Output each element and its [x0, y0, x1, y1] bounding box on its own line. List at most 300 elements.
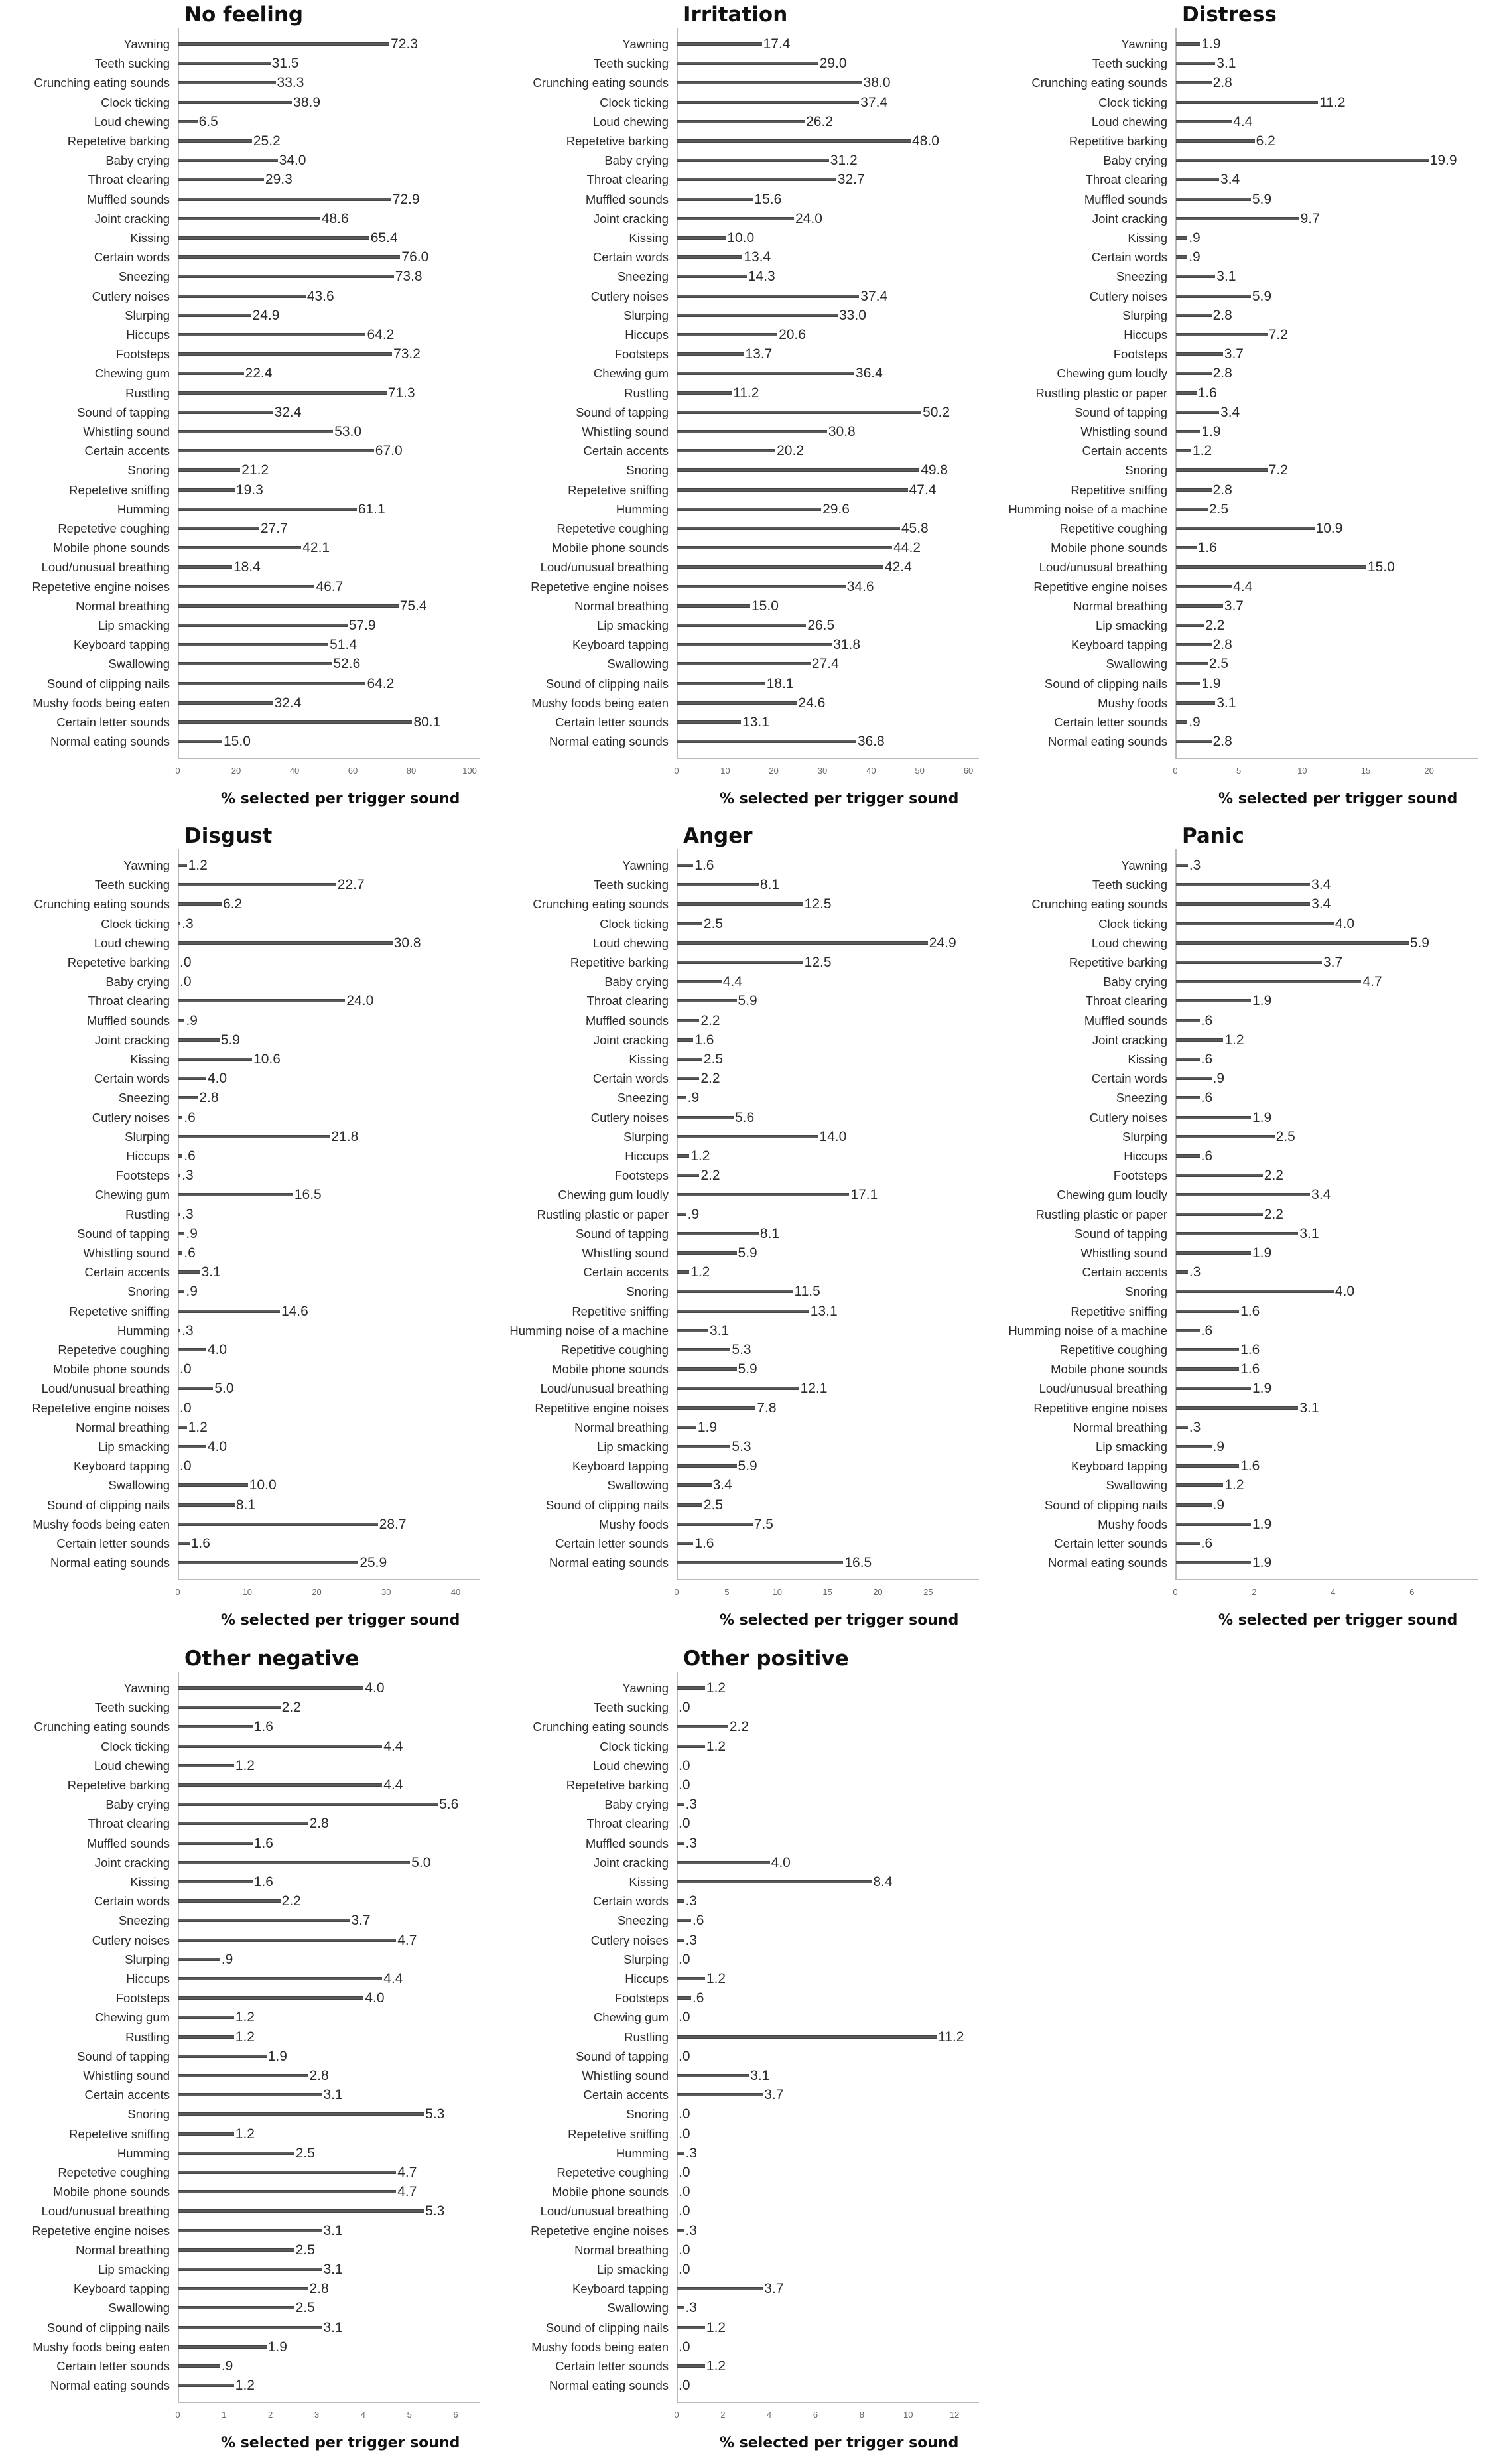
category-label: Certain words: [592, 250, 669, 265]
category-label: Teeth sucking: [94, 878, 170, 892]
bar-row: [499, 228, 998, 247]
bar-row: [998, 54, 1496, 73]
value-label: .0: [679, 2242, 690, 2258]
category-label: Mushy foods: [599, 1517, 669, 1531]
category-label: Swallowing: [1106, 657, 1167, 671]
bar: [1176, 1445, 1212, 1448]
bar: [677, 2326, 705, 2329]
value-label: 32.4: [274, 404, 302, 420]
bar-row: [0, 674, 499, 693]
value-label: 2.2: [1264, 1168, 1283, 1184]
bar-row: [998, 1088, 1496, 1107]
bar-row: [998, 557, 1496, 577]
category-label: Loud chewing: [1091, 114, 1167, 129]
bar-row: [499, 1243, 998, 1263]
bar-row: [0, 654, 499, 673]
category-label: Mobile phone sounds: [552, 1362, 669, 1377]
bar: [178, 1038, 220, 1042]
category-label: Crunching eating sounds: [533, 897, 669, 912]
bar-row: [499, 2376, 998, 2395]
bar-row: [998, 287, 1496, 306]
value-label: 2.5: [295, 2145, 315, 2161]
value-label: .6: [692, 1990, 704, 2006]
value-label: .0: [180, 1458, 192, 1474]
value-label: .9: [186, 1284, 198, 1300]
bar-row: [0, 480, 499, 500]
bar-row: [998, 1224, 1496, 1243]
bar: [178, 1193, 293, 1196]
chart-panel-no-feeling: [0, 0, 499, 820]
value-label: 28.7: [379, 1516, 407, 1532]
category-label: Humming: [117, 2146, 170, 2160]
bar-row: [998, 1030, 1496, 1050]
bar: [178, 2345, 267, 2349]
value-label: 3.7: [1323, 955, 1343, 970]
x-tick-label: 20: [231, 766, 241, 776]
bar: [1176, 624, 1204, 627]
bar: [178, 430, 333, 433]
bar-row: [0, 1814, 499, 1833]
bar-row: [499, 151, 998, 170]
bar-row: [499, 972, 998, 991]
category-label: Certain words: [592, 1071, 669, 1086]
value-label: 64.2: [367, 327, 395, 342]
category-label: Repetetive engine noises: [32, 1401, 170, 1415]
value-label: 1.2: [706, 1971, 726, 1986]
value-label: 15.0: [1367, 559, 1395, 575]
value-label: 2.8: [1212, 307, 1232, 323]
bar: [677, 2152, 684, 2155]
bar-row: [0, 2201, 499, 2221]
value-label: 11.2: [733, 385, 759, 401]
bar-row: [998, 693, 1496, 713]
value-label: 5.9: [1409, 935, 1429, 951]
bar-row: [0, 2066, 499, 2085]
category-label: Cutlery noises: [92, 289, 170, 303]
value-label: 4.4: [1233, 113, 1253, 129]
value-label: 3.4: [1220, 404, 1240, 420]
value-label: 3.7: [1224, 598, 1244, 614]
value-label: 13.1: [810, 1303, 838, 1319]
value-label: 22.7: [337, 877, 365, 893]
category-label: Cutlery noises: [590, 1110, 669, 1125]
value-label: 65.4: [370, 230, 398, 245]
bar: [1176, 120, 1232, 123]
bar: [178, 1310, 280, 1313]
bar-row: [0, 1359, 499, 1379]
bar: [178, 1523, 378, 1526]
category-label: Footsteps: [115, 1991, 170, 2006]
category-label: Baby crying: [604, 153, 669, 168]
bar: [178, 1019, 184, 1022]
category-label: Swallowing: [607, 1478, 669, 1493]
chart-title: Distress: [1182, 3, 1277, 27]
category-label: Sneezing: [118, 1913, 170, 1928]
bar: [677, 2287, 763, 2290]
bar-row: [0, 441, 499, 460]
chart-panel-anger: [499, 821, 998, 1641]
value-label: 3.1: [201, 1265, 221, 1280]
value-label: 2.8: [1212, 75, 1232, 91]
bar-row: [998, 209, 1496, 228]
value-label: 12.5: [804, 955, 832, 970]
bar-row: [499, 2144, 998, 2163]
x-tick-label: 1: [222, 2410, 227, 2420]
category-label: Normal breathing: [574, 2242, 669, 2257]
category-label: Kissing: [1128, 231, 1167, 245]
bar: [1176, 198, 1251, 201]
value-label: .0: [679, 2165, 690, 2180]
value-label: 2.5: [295, 2242, 315, 2258]
category-label: Sound of clipping nails: [545, 1497, 669, 1512]
category-label: Chewing gum: [94, 2010, 170, 2025]
bar: [178, 314, 251, 317]
bar: [1176, 372, 1212, 375]
x-tick-label: 2: [720, 2410, 726, 2420]
x-tick-label: 5: [407, 2410, 412, 2420]
category-label: Repetetive coughing: [556, 2165, 669, 2179]
bar-row: [499, 557, 998, 577]
bar: [1176, 314, 1212, 317]
category-label: Throat clearing: [586, 994, 669, 1008]
value-label: 10.0: [727, 230, 755, 245]
bar: [178, 2171, 396, 2174]
bar: [178, 1387, 213, 1390]
bar: [178, 1445, 206, 1448]
bar: [1176, 701, 1215, 705]
bar: [178, 643, 328, 646]
bar: [677, 139, 911, 143]
value-label: .0: [180, 1400, 192, 1416]
x-tick-label: 20: [1424, 766, 1434, 776]
bar-row: [0, 190, 499, 209]
x-tick-label: 6: [1409, 1587, 1415, 1598]
bar-row: [0, 991, 499, 1010]
bar: [178, 1842, 253, 1845]
bar-row: [499, 93, 998, 112]
category-label: Baby crying: [604, 1797, 669, 1812]
value-label: 1.2: [1192, 443, 1212, 459]
category-label: Repetetive barking: [566, 1778, 669, 1792]
bar-row: [0, 1243, 499, 1263]
category-label: Rustling: [624, 2029, 669, 2044]
value-label: .6: [1201, 1148, 1213, 1164]
bar-row: [998, 894, 1496, 914]
value-label: .0: [679, 1816, 690, 1832]
bar: [178, 2326, 322, 2329]
bar: [677, 1686, 705, 1690]
bar-row: [0, 1950, 499, 1969]
category-label: Yawning: [123, 37, 170, 51]
bar-row: [0, 1088, 499, 1107]
category-label: Mobile phone sounds: [53, 1362, 170, 1377]
category-label: Kissing: [130, 1875, 170, 1889]
bar-row: [998, 1418, 1496, 1437]
category-label: Rustling: [624, 385, 669, 400]
value-label: 1.9: [267, 2048, 287, 2064]
category-label: Yawning: [622, 1681, 669, 1695]
bar: [178, 1939, 396, 1942]
value-label: 1.6: [1197, 385, 1217, 401]
value-label: 1.6: [1240, 1303, 1260, 1319]
bar: [1176, 1483, 1223, 1487]
bar: [178, 2152, 294, 2155]
bar: [677, 585, 846, 588]
bar-row: [0, 732, 499, 751]
category-label: Teeth sucking: [94, 1700, 170, 1715]
bar: [677, 1096, 686, 1099]
category-label: Mushy foods: [1098, 1517, 1167, 1531]
value-label: 30.8: [828, 424, 856, 439]
x-axis-title: % selected per trigger sound: [720, 1612, 959, 1629]
bar-row: [0, 1379, 499, 1398]
value-label: 13.1: [742, 715, 769, 730]
bar: [178, 1077, 206, 1080]
category-label: Keyboard tapping: [572, 2282, 669, 2296]
bar-row: [499, 635, 998, 654]
chart-title: Anger: [683, 824, 753, 848]
category-label: Humming noise of a machine: [1008, 502, 1167, 516]
value-label: 1.9: [267, 2339, 287, 2355]
bar: [677, 236, 726, 240]
category-label: Snoring: [127, 463, 170, 478]
bar: [677, 1348, 730, 1351]
category-label: Repetetive barking: [67, 134, 170, 148]
bar-row: [0, 131, 499, 151]
bar-row: [0, 519, 499, 538]
bar: [1176, 1270, 1188, 1274]
x-axis-title: % selected per trigger sound: [720, 791, 959, 808]
bar: [178, 139, 252, 143]
category-label: Whistling sound: [582, 1246, 669, 1260]
value-label: .0: [679, 2262, 690, 2277]
bar-row: [0, 460, 499, 480]
value-label: 2.5: [703, 916, 724, 931]
value-label: 1.9: [1201, 424, 1221, 439]
bar: [677, 604, 750, 608]
category-label: Humming: [616, 502, 669, 516]
bar-row: [0, 2124, 499, 2144]
x-tick-label: 15: [1360, 766, 1371, 776]
bar: [178, 449, 374, 452]
value-label: 6.2: [1256, 133, 1275, 149]
bar-row: [499, 1775, 998, 1795]
category-label: Humming noise of a machine: [509, 1323, 669, 1337]
bar: [1176, 902, 1310, 906]
x-tick-label: 25: [923, 1587, 933, 1598]
category-label: Slurping: [125, 308, 170, 322]
category-label: Keyboard tapping: [572, 1459, 669, 1473]
value-label: .6: [1201, 1090, 1213, 1106]
bar: [1176, 1116, 1251, 1119]
bar: [677, 864, 693, 867]
value-label: 1.6: [1240, 1342, 1260, 1357]
bar-row: [0, 1282, 499, 1301]
bar: [677, 488, 908, 492]
bar: [178, 546, 301, 549]
category-label: Certain letter sounds: [1054, 1537, 1167, 1550]
value-label: 1.2: [706, 2319, 726, 2335]
value-label: 17.4: [763, 36, 791, 52]
x-tick-label: 15: [822, 1587, 832, 1598]
value-label: 12.1: [800, 1381, 828, 1397]
category-label: Snoring: [626, 1284, 669, 1299]
value-label: 16.5: [294, 1187, 322, 1203]
category-label: Repetitive engine noises: [1033, 579, 1167, 594]
bar-row: [499, 1399, 998, 1418]
value-label: 29.0: [819, 56, 847, 72]
category-label: Repetetive engine noises: [531, 579, 669, 594]
value-label: 1.6: [1240, 1458, 1260, 1474]
bar-row: [0, 1553, 499, 1572]
category-label: Chewing gum loudly: [1057, 366, 1167, 381]
category-label: Sound of tapping: [1074, 1226, 1167, 1241]
bar: [178, 999, 345, 1002]
value-label: .6: [184, 1109, 196, 1125]
bar: [178, 508, 357, 511]
bar-row: [499, 422, 998, 441]
category-label: Keyboard tapping: [73, 638, 170, 652]
value-label: .9: [221, 1951, 233, 1967]
bar-row: [998, 596, 1496, 616]
value-label: 10.6: [253, 1052, 281, 1067]
bar-row: [998, 1243, 1496, 1263]
bar: [1176, 565, 1366, 569]
bar: [677, 1899, 684, 1903]
x-tick-label: 20: [769, 766, 779, 776]
bar-row: [998, 460, 1496, 480]
bar-row: [998, 933, 1496, 953]
category-label: Sneezing: [1116, 1091, 1167, 1105]
value-label: 8.1: [759, 877, 780, 893]
bar-row: [0, 577, 499, 596]
category-label: Lip smacking: [98, 1440, 170, 1454]
bar: [677, 217, 794, 220]
bar: [677, 1977, 705, 1980]
bar: [677, 372, 854, 375]
chart-title: Disgust: [184, 824, 273, 848]
value-label: .9: [1212, 1497, 1225, 1513]
value-label: 1.2: [188, 858, 208, 873]
bar: [677, 1038, 693, 1042]
bar: [677, 1996, 691, 2000]
bar-row: [998, 422, 1496, 441]
bar-row: [499, 287, 998, 306]
category-label: Footsteps: [115, 347, 170, 362]
bar: [178, 1686, 363, 1690]
bar: [677, 1542, 693, 1545]
category-label: Kissing: [629, 1052, 669, 1066]
bar-row: [0, 422, 499, 441]
bar-row: [499, 460, 998, 480]
bar: [677, 902, 803, 906]
category-label: Repetitive barking: [570, 955, 669, 969]
bar-row: [998, 190, 1496, 209]
value-label: 52.6: [333, 656, 361, 672]
category-label: Certain accents: [84, 444, 170, 458]
value-label: 32.7: [837, 172, 865, 188]
x-tick-label: 0: [1173, 1587, 1178, 1598]
bar-row: [0, 1475, 499, 1495]
bar: [178, 1232, 184, 1235]
value-label: .3: [685, 2223, 697, 2238]
bar: [1176, 81, 1212, 84]
category-label: Slurping: [623, 1129, 669, 1144]
value-label: 36.8: [857, 734, 885, 750]
category-label: Chewing gum loudly: [1057, 1188, 1167, 1202]
x-axis-title: % selected per trigger sound: [221, 791, 460, 808]
bar-row: [499, 1418, 998, 1437]
category-label: Muffled sounds: [1084, 192, 1167, 206]
value-label: 3.7: [764, 2087, 784, 2103]
category-label: Loud/unusual breathing: [1039, 560, 1167, 575]
x-tick-label: 10: [772, 1587, 782, 1598]
bar-row: [499, 1456, 998, 1475]
bar: [178, 1996, 363, 2000]
bar: [677, 1232, 759, 1235]
bar: [1176, 159, 1429, 162]
value-label: .3: [685, 1835, 697, 1851]
value-label: 37.4: [860, 94, 888, 110]
bar-row: [998, 654, 1496, 673]
bar: [178, 411, 273, 414]
bar-row: [998, 1495, 1496, 1515]
value-label: 14.3: [748, 269, 775, 285]
bar-row: [998, 713, 1496, 732]
bar: [1176, 1193, 1310, 1196]
category-label: Yawning: [123, 858, 170, 872]
value-label: 24.9: [252, 307, 280, 323]
bar-row: [998, 441, 1496, 460]
value-label: 3.4: [1311, 1187, 1331, 1203]
bar-row: [499, 674, 998, 693]
bar-row: [499, 112, 998, 131]
bar: [677, 352, 744, 356]
bar-row: [499, 1108, 998, 1127]
bar-row: [998, 1146, 1496, 1166]
x-axis-line: [677, 1579, 979, 1580]
bar: [178, 1861, 410, 1864]
bar: [1176, 62, 1215, 65]
value-label: .9: [687, 1090, 700, 1106]
x-tick-label: 3: [314, 2410, 320, 2420]
value-label: 42.4: [884, 559, 912, 575]
category-label: Loud/unusual breathing: [41, 1381, 170, 1396]
value-label: 1.2: [706, 1738, 726, 1754]
category-label: Repetetive coughing: [556, 521, 669, 535]
bar-row: [499, 1224, 998, 1243]
bar-row: [0, 596, 499, 616]
value-label: 3.7: [351, 1913, 371, 1929]
value-label: 2.2: [1205, 618, 1225, 633]
bar: [677, 961, 803, 964]
category-label: Loud chewing: [592, 935, 669, 950]
bar: [1176, 1542, 1200, 1545]
bar: [677, 1116, 734, 1119]
bar: [677, 720, 741, 724]
bar: [178, 217, 320, 220]
value-label: 4.4: [383, 1738, 403, 1754]
bar: [1176, 139, 1255, 143]
bar-row: [499, 1088, 998, 1107]
category-label: Swallowing: [108, 657, 170, 671]
value-label: 2.8: [1212, 366, 1232, 381]
bar-row: [0, 1437, 499, 1456]
value-label: 19.9: [1429, 153, 1457, 169]
category-label: Rustling: [125, 385, 170, 400]
category-label: Kissing: [1128, 1052, 1167, 1066]
bar-row: [998, 972, 1496, 991]
